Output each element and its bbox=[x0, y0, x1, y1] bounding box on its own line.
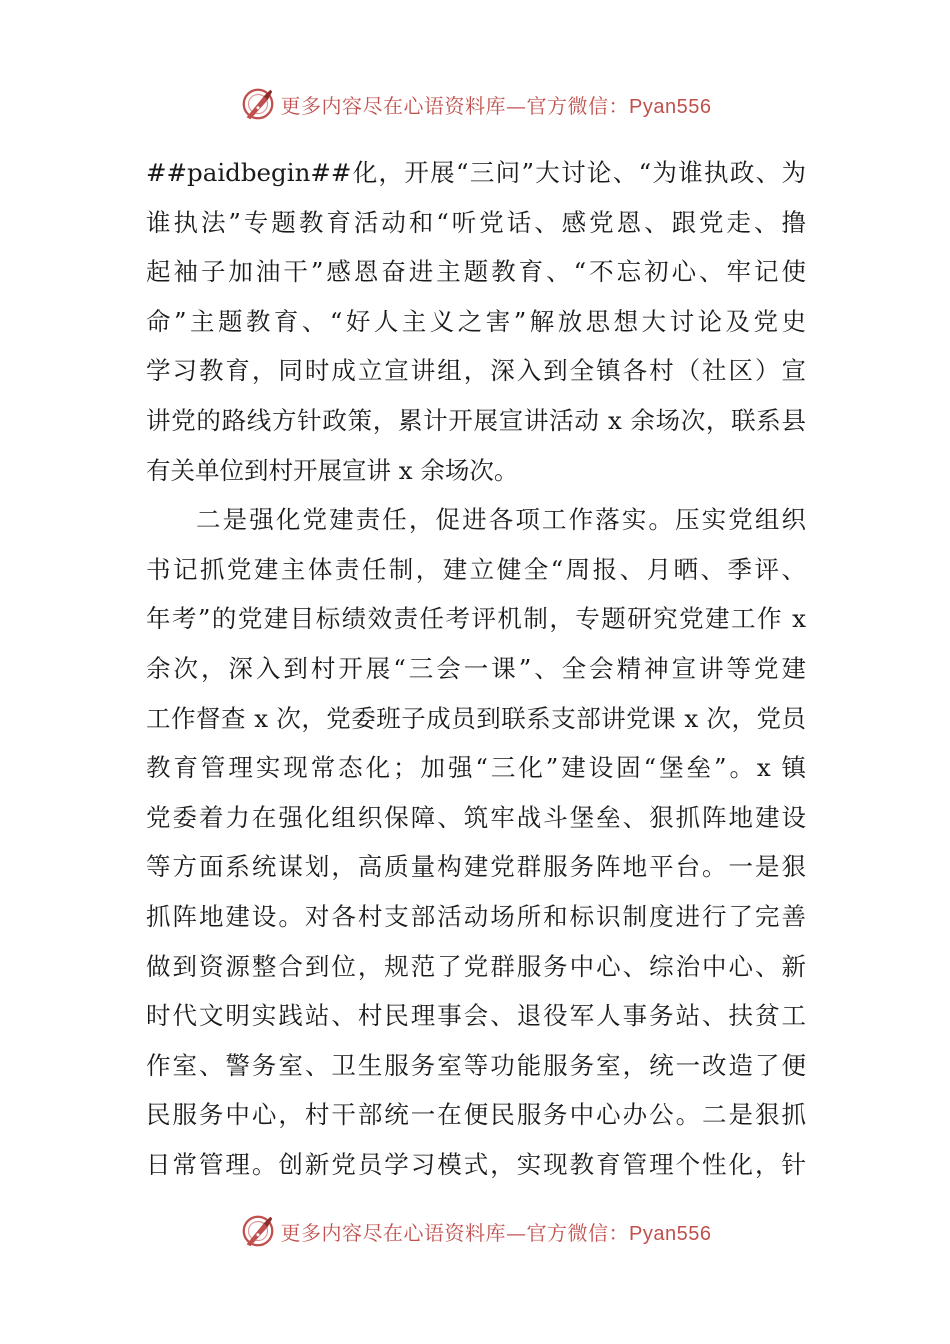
header-dash: — bbox=[506, 93, 527, 118]
body-line: 抓阵地建设。对各村支部活动场所和标识制度进行了完善 bbox=[146, 901, 806, 931]
footer-banner-text bbox=[281, 1217, 712, 1246]
body-line: 年考”的党建目标绩效责任考评机制，专题研究党建工作 x bbox=[146, 604, 806, 634]
pen-nib-logo-icon bbox=[239, 85, 277, 123]
body-line: 余次，深入到村开展“三会一课”、全会精神宣讲等党建 bbox=[146, 653, 806, 683]
body-line: 谁执法”专题教育活动和“听党话、感党恩、跟党走、撸 bbox=[146, 207, 806, 237]
body-line: 起袖子加油干”感恩奋进主题教育、“不忘初心、牢记使 bbox=[146, 257, 806, 287]
footer-wechat-id: Pyan556 bbox=[629, 1222, 712, 1245]
header-banner-text bbox=[281, 90, 712, 119]
body-line: 等方面系统谋划，高质量构建党群服务阵地平台。一是狠 bbox=[146, 852, 806, 882]
body-line: ##paidbegin##化，开展“三问”大讨论、“为谁执政、为 bbox=[146, 158, 806, 187]
body-line: 日常管理。创新党员学习模式，实现教育管理个性化，针 bbox=[146, 1149, 806, 1179]
footer-wechat-label: 官方微信： bbox=[526, 1220, 630, 1245]
footer-banner bbox=[0, 1211, 950, 1251]
header-site-text: 更多内容尽在心语资料库 bbox=[280, 93, 507, 118]
body-line: 有关单位到村开展宣讲 x 余场次。 bbox=[146, 455, 519, 485]
footer-dash: — bbox=[506, 1220, 527, 1245]
header-banner bbox=[0, 84, 950, 124]
header-wechat-label: 官方微信： bbox=[526, 93, 630, 118]
body-line: 民服务中心，村干部统一在便民服务中心办公。二是狠抓 bbox=[146, 1100, 806, 1130]
body-line: 党委着力在强化组织保障、筑牢战斗堡垒、狠抓阵地建设 bbox=[146, 802, 806, 832]
document-body bbox=[146, 148, 806, 1189]
header-wechat-id: Pyan556 bbox=[629, 95, 712, 118]
body-line: 作室、警务室、卫生服务室等功能服务室，统一改造了便 bbox=[146, 1050, 806, 1080]
footer-site-text: 更多内容尽在心语资料库 bbox=[280, 1220, 507, 1245]
body-line: 工作督查 x 次，党委班子成员到联系支部讲党课 x 次，党员 bbox=[146, 703, 806, 733]
body-line: 教育管理实现常态化；加强“三化”建设固“堡垒”。x 镇 bbox=[146, 753, 806, 783]
body-line: 时代文明实践站、村民理事会、退役军人事务站、扶贫工 bbox=[146, 1001, 806, 1031]
body-line: 学习教育，同时成立宣讲组，深入到全镇各村（社区）宣 bbox=[146, 356, 806, 386]
body-line: 做到资源整合到位，规范了党群服务中心、综治中心、新 bbox=[146, 951, 806, 981]
body-line: 二是强化党建责任，促进各项工作落实。压实党组织 bbox=[196, 505, 806, 535]
body-line: 讲党的路线方针政策，累计开展宣讲活动 x 余场次，联系县 bbox=[146, 405, 806, 435]
pen-nib-logo-icon bbox=[239, 1212, 277, 1250]
body-line: 命”主题教育、“好人主义之害”解放思想大讨论及党史 bbox=[146, 306, 806, 336]
body-line: 书记抓党建主体责任制，建立健全“周报、月晒、季评、 bbox=[146, 554, 806, 584]
